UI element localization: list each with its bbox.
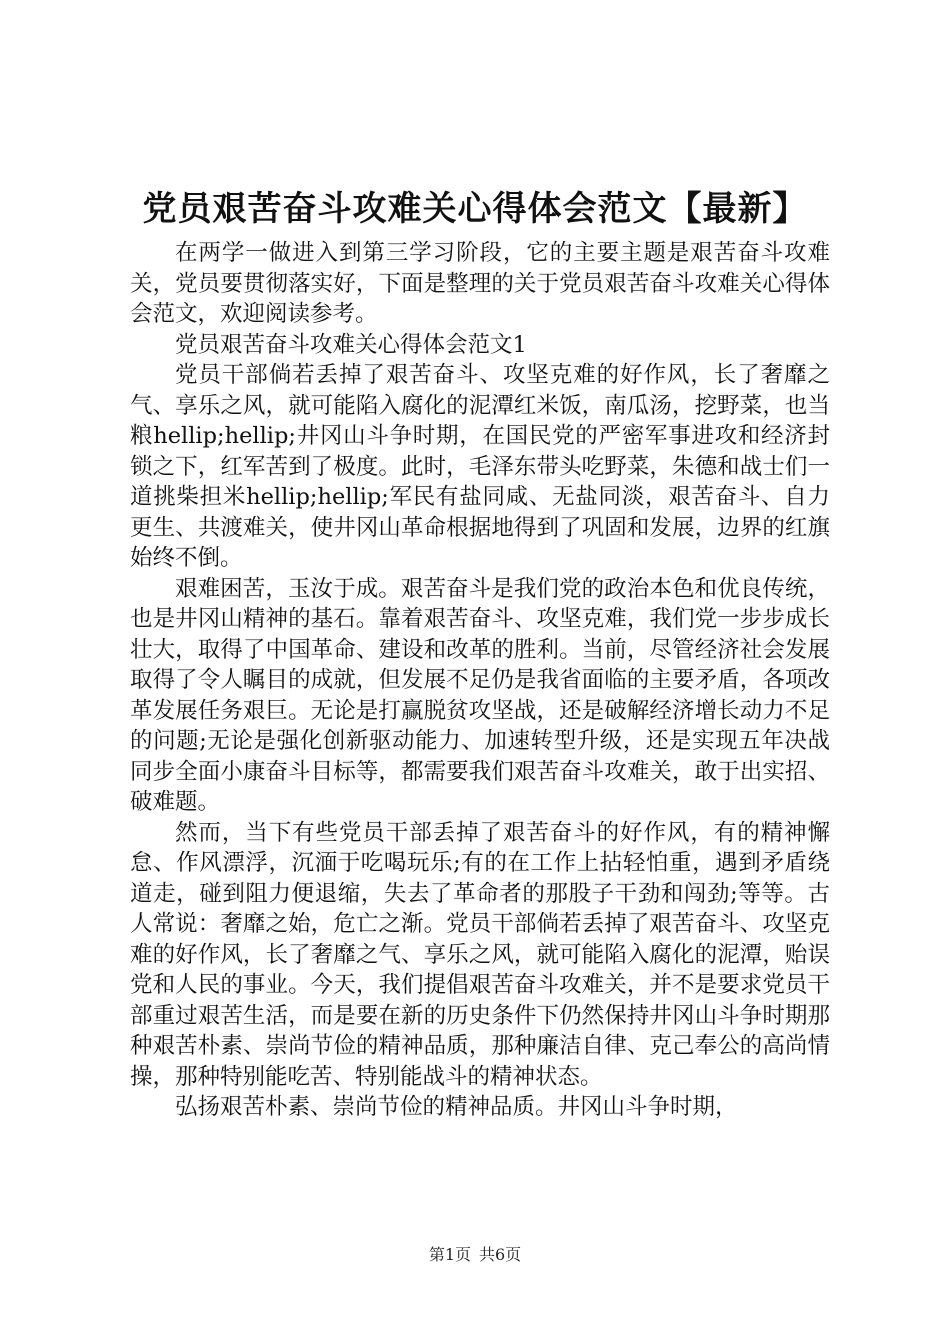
section-heading: 党员艰苦奋斗攻难关心得体会范文1 — [175, 331, 527, 358]
intro-paragraph: 在两学一做进入到第三学习阶段，它的主要主题是艰苦奋斗攻难关，党员要贯彻落实好，下面是整理的关于党员艰苦奋斗攻难关心得体会范文，欢迎阅读参考。 — [130, 240, 830, 327]
document-title: 党员艰苦奋斗攻难关心得体会范文【最新】 — [142, 189, 808, 229]
page-footer — [0, 1245, 950, 1265]
page-total: 共6页 — [479, 1245, 522, 1264]
body-paragraph: 弘扬艰苦朴素、崇尚节俭的精神品质。井冈山斗争时期， — [175, 1094, 738, 1120]
body-paragraph: 然而，当下有些党员干部丢掉了艰苦奋斗的好作风，有的精神懈怠、作风漂浮，沉湎于吃喝玩乐;有的在工作上拈轻怕重，遇到矛盾绕道走，碰到阻力便退缩，失去了革命者的那股子干劲和闯劲;等等。古人常说：奢靡之始，危亡之渐。党员干部倘若丢掉了艰苦奋斗、攻坚克难的好作风，长了奢靡之气、享乐之风，就可能陷入腐化的泥潭，贻误党和人民的事业。今天，我们提倡艰苦奋斗攻难关，并不是要求党员干部重过艰苦生活，而是要在新的历史条件下仍然保持井冈山斗争时期那种艰苦朴素、崇尚节俭的精神品质，那种廉洁自律、克己奉公的高尚情操，那种特别能吃苦、特别能战斗的精神状态。 — [130, 819, 830, 1090]
document-body — [130, 238, 830, 1123]
page-number: 第1页 — [428, 1245, 471, 1264]
body-paragraph: 党员干部倘若丢掉了艰苦奋斗、攻坚克难的好作风，长了奢靡之气、享乐之风，就可能陷入腐化的泥潭红米饭，南瓜汤，挖野菜，也当粮hellip;hellip;井冈山斗争时期，在国民党的严密军事进攻和经济封锁之下，红军苦到了极度。此时，毛泽东带头吃野菜，朱德和战士们一道挑柴担米hellip;hellip;军民有盐同咸、无盐同淡，艰苦奋斗、自力更生、共渡难关，使井冈山革命根据地得到了巩固和发展，边界的红旗始终不倒。 — [130, 362, 830, 571]
body-paragraph: 艰难困苦，玉汝于成。艰苦奋斗是我们党的政治本色和优良传统，也是井冈山精神的基石。靠着艰苦奋斗、攻坚克难，我们党一步步成长壮大，取得了中国革命、建设和改革的胜利。当前，尽管经济社会发展取得了令人瞩目的成就，但发展不足仍是我省面临的主要矛盾，各项改革发展任务艰巨。无论是打赢脱贫攻坚战，还是破解经济增长动力不足的问题;无论是强化创新驱动能力、加速转型升级，还是实现五年决战同步全面小康奋斗目标等，都需要我们艰苦奋斗攻难关，敢于出实招、破难题。 — [130, 575, 830, 815]
